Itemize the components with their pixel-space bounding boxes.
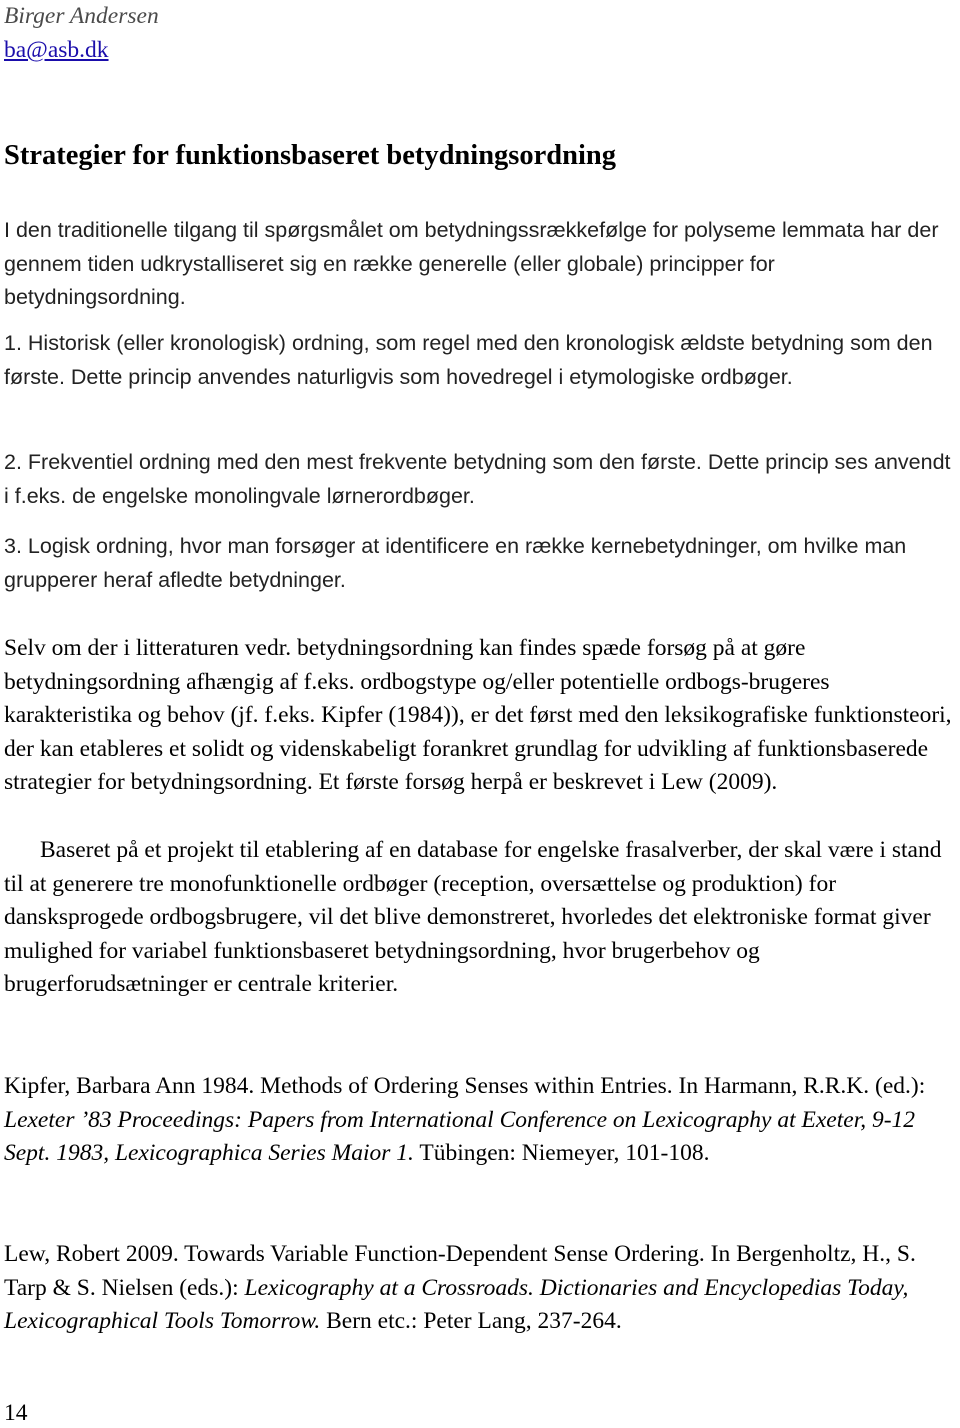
author-name: Birger Andersen [4,3,159,29]
principle-3: 3. Logisk ordning, hvor man forsøger at identificere en række kernebetydninger, om hvilke man grupperer heraf afledte betydninger. [4,534,907,592]
principle-1: 1. Historisk (eller kronologisk) ordning, som regel med den kronologisk ældste betydning som den første. Dette princip anvendes naturligvis som hovedregel i etymologiske ordbøger. [4,331,933,389]
reference-lew-publisher: Bern etc.: Peter Lang, 237-264. [320,1308,622,1334]
reference-kipfer-text: Kipfer, Barbara Ann 1984. Methods of Ordering Senses within Entries. In Harmann, R.R.K. (ed.): [4,1073,926,1099]
page-number: 14 [4,1400,28,1426]
principle-2: 2. Frekventiel ordning med den mest frekvente betydning som den første. Dette princip ses anvendt i f.eks. de engelske monolingvale lørnerordbøger. [4,450,951,508]
reference-lew-text: Lew, Robert 2009. Towards Variable Function-Dependent Sense Ordering. In Bergenholtz, H., S. Tarp & S. Nielsen (eds.): [4,1241,916,1301]
reference-lew [4,1238,954,1339]
reference-lew-source: Lexicography at a Crossroads. Dictionaries and Encyclopedias Today, Lexicographical Tools Tomorrow. [4,1274,909,1334]
intro-paragraph: I den traditionelle tilgang til spørgsmålet om betydningssrækkefølge for polyseme lemmata har der gennem tiden udkrystalliseret sig en række generelle (eller globale) principper for betydningsordning. [4,218,939,309]
document-title: Strategier for funktionsbaseret betydningsordning [4,140,617,171]
reference-kipfer-publisher: Tübingen: Niemeyer, 101-108. [413,1140,710,1166]
body-paragraph-2: Baseret på et projekt til etablering af en database for engelske frasalverber, der skal være i stand til at generere tre monofunktionelle ordbøger (reception, oversættelse og produktion) for dansksprogede ordbogsbrugere, vil det blive demonstreret, hvorledes det elektroniske format giver mulighed for variabel funktionsbaseret betydningsordning, hvor brugerbehov og brugerforudsætninger er centrale kriterier. [4,837,942,997]
author-email-link[interactable]: ba@asb.dk [4,37,109,63]
reference-kipfer-source: Lexeter ’83 Proceedings: Papers from International Conference on Lexicography at Exeter, 9-12 Sept. 1983, Lexicographica Series Maior 1. [4,1106,916,1166]
reference-kipfer [4,1070,954,1171]
body-paragraph-1: Selv om der i litteraturen vedr. betydningsordning kan findes spæde forsøg på at gøre betydningsordning afhængig af f.eks. ordbogstype og/eller potentielle ordbogs-brugeres karakteristika og behov (jf. f.eks. Kipfer (1984)), er det først med den leksikografiske funktionsteori, der kan etableres et solidt og videnskabeligt forankret grundlag for udvikling af funktionsbaserede strategier for betydningsordning. Et første forsøg herpå er beskrevet i Lew (2009). [4,635,952,795]
